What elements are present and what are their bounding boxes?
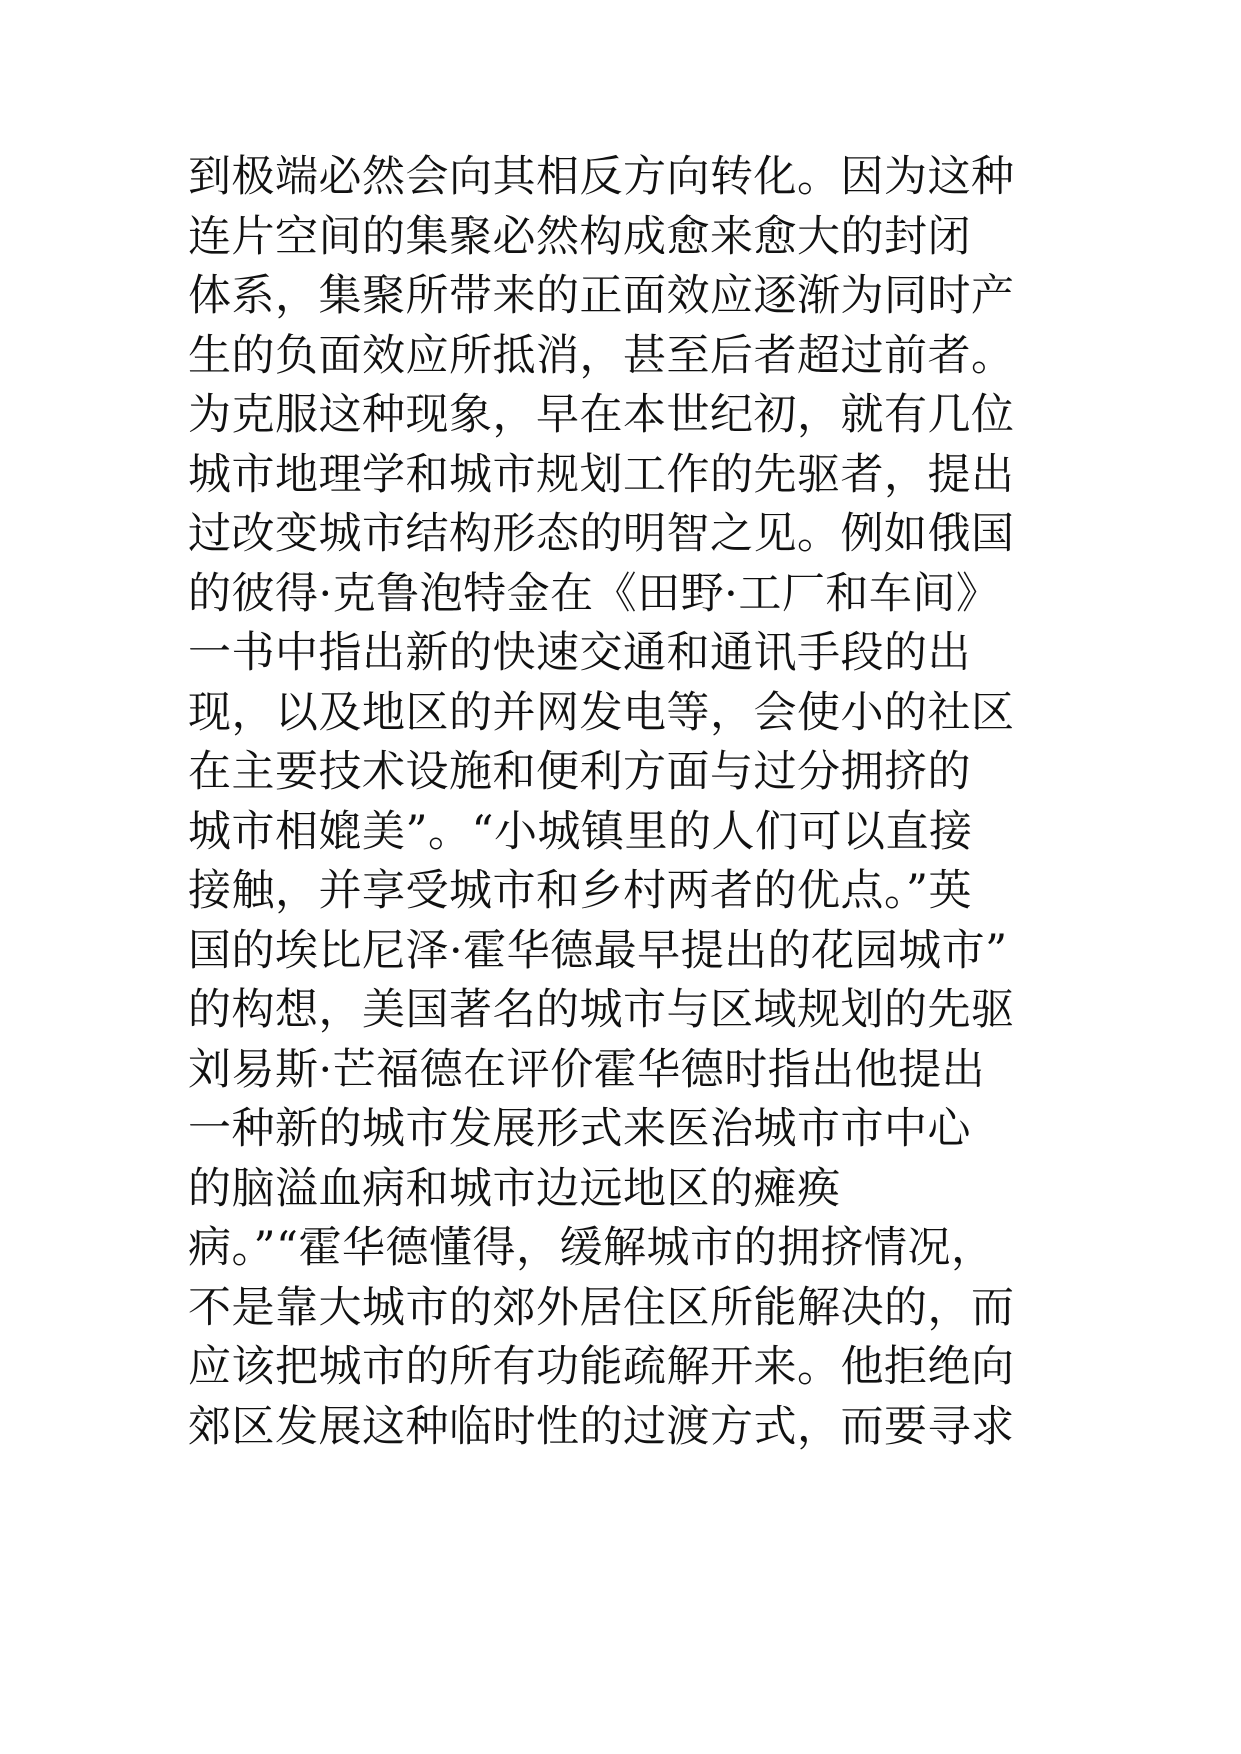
text-line: 刘易斯·芒福德在评价霍华德时指出他提出	[188, 1044, 986, 1095]
text-line: 生的负面效应所抵消，甚至后者超过前者。	[188, 330, 1015, 381]
text-line: 连片空间的集聚必然构成愈来愈大的封闭	[188, 211, 971, 262]
text-line: 的彼得·克鲁泡特金在《田野·工厂和车间》	[188, 568, 1000, 619]
text-line: 为克服这种现象，早在本世纪初，就有几位	[188, 390, 1015, 440]
text-line: 在主要技术设施和便利方面与过分拥挤的	[188, 747, 971, 797]
text-line: 病。”“霍华德懂得，缓解城市的拥挤情况，	[188, 1223, 995, 1273]
text-line: 城市相媲美”。“小城镇里的人们可以直接	[188, 806, 973, 857]
text-line: 应该把城市的所有功能疏解开来。他拒绝向	[188, 1342, 1015, 1392]
text-line: 的脑溢血病和城市边远地区的瘫痪	[188, 1163, 841, 1214]
text-line: 过改变城市结构形态的明智之见。例如俄国	[188, 509, 1015, 559]
body-text	[188, 148, 1068, 1457]
text-line: 国的埃比尼泽·霍华德最早提出的花园城市”	[188, 925, 1008, 976]
text-line: 不是靠大城市的郊外居住区所能解决的，而	[188, 1282, 1015, 1333]
text-line: 到极端必然会向其相反方向转化。因为这种	[188, 152, 1015, 202]
text-line: 城市地理学和城市规划工作的先驱者，提出	[188, 449, 1015, 500]
text-line: 郊区发展这种临时性的过渡方式，而要寻求	[188, 1401, 1015, 1452]
text-line: 现，以及地区的并网发电等，会使小的社区	[188, 687, 1015, 738]
text-line: 的构想，美国著名的城市与区域规划的先驱	[188, 985, 1015, 1035]
text-line: 一书中指出新的快速交通和通讯手段的出	[188, 628, 971, 678]
text-line: 接触，并享受城市和乡村两者的优点。”英	[188, 866, 972, 916]
text-line: 一种新的城市发展形式来医治城市市中心	[188, 1104, 971, 1154]
text-line: 体系，集聚所带来的正面效应逐渐为同时产	[188, 271, 1015, 321]
